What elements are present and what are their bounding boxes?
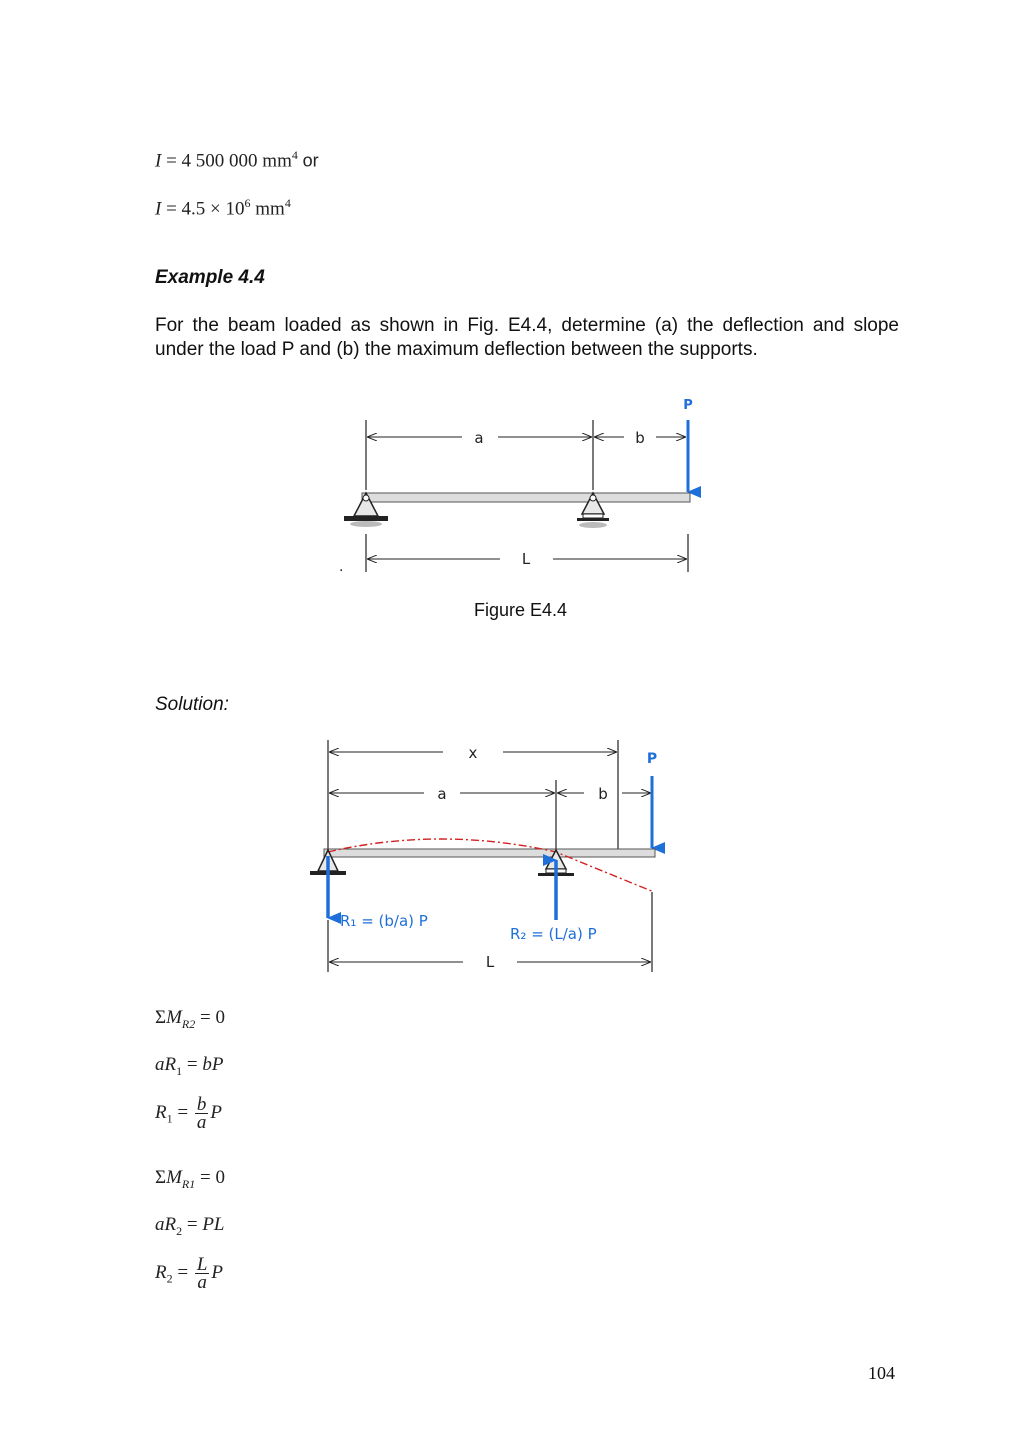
solution-figure	[0, 700, 1024, 990]
or-text: or	[302, 150, 319, 171]
stray-dot: .	[339, 559, 344, 575]
equation-ar2: $aR_2$ = PL	[155, 1214, 225, 1238]
label-p2: P	[646, 751, 658, 767]
beam	[362, 493, 690, 502]
label-L: L	[521, 550, 531, 568]
solution-label: Solution:	[155, 694, 229, 715]
label-p: P	[683, 398, 693, 413]
figure-e4-4	[0, 0, 1024, 640]
moment-of-inertia-scientific: $I = 4.5 \times 10^6$ $mm^4$	[155, 196, 291, 220]
equation-r1: $R_1$ = $\frac{b}{a}$ P	[155, 1094, 222, 1133]
example-title: Example 4.4	[155, 267, 265, 288]
reaction-r1-label: R₁ = (b/a) P	[340, 912, 428, 930]
equation-r2: $R_2$ = $\frac{L}{a}$ P	[155, 1254, 224, 1293]
equation-ar1: $aR_1$ = bP	[155, 1054, 224, 1078]
label-x: x	[468, 744, 478, 762]
reaction-r2-label: R₂ = (L/a) P	[510, 925, 597, 943]
label-b: b	[635, 429, 645, 447]
deflection-curve	[328, 839, 654, 892]
figure-caption: Figure E4.4	[474, 600, 568, 620]
label-L2: L	[485, 953, 495, 971]
sum-moments-r1: $\Sigma M_{R1} = 0$	[155, 1167, 225, 1191]
label-a: a	[474, 429, 484, 447]
label-b2: b	[598, 785, 608, 803]
page-number: 104	[868, 1363, 895, 1383]
sum-moments-r2: $\Sigma M_{R2} = 0$	[155, 1007, 225, 1031]
label-a2: a	[437, 785, 447, 803]
beam2	[324, 849, 655, 857]
example-text: For the beam loaded as shown in Fig. E4.4, determine (a) the deflection and slope under the load P and (b) the maximum deflection between the supports.	[155, 315, 899, 360]
moment-of-inertia-equation: I = 4 500 000 $mm^4$ or	[155, 148, 319, 172]
